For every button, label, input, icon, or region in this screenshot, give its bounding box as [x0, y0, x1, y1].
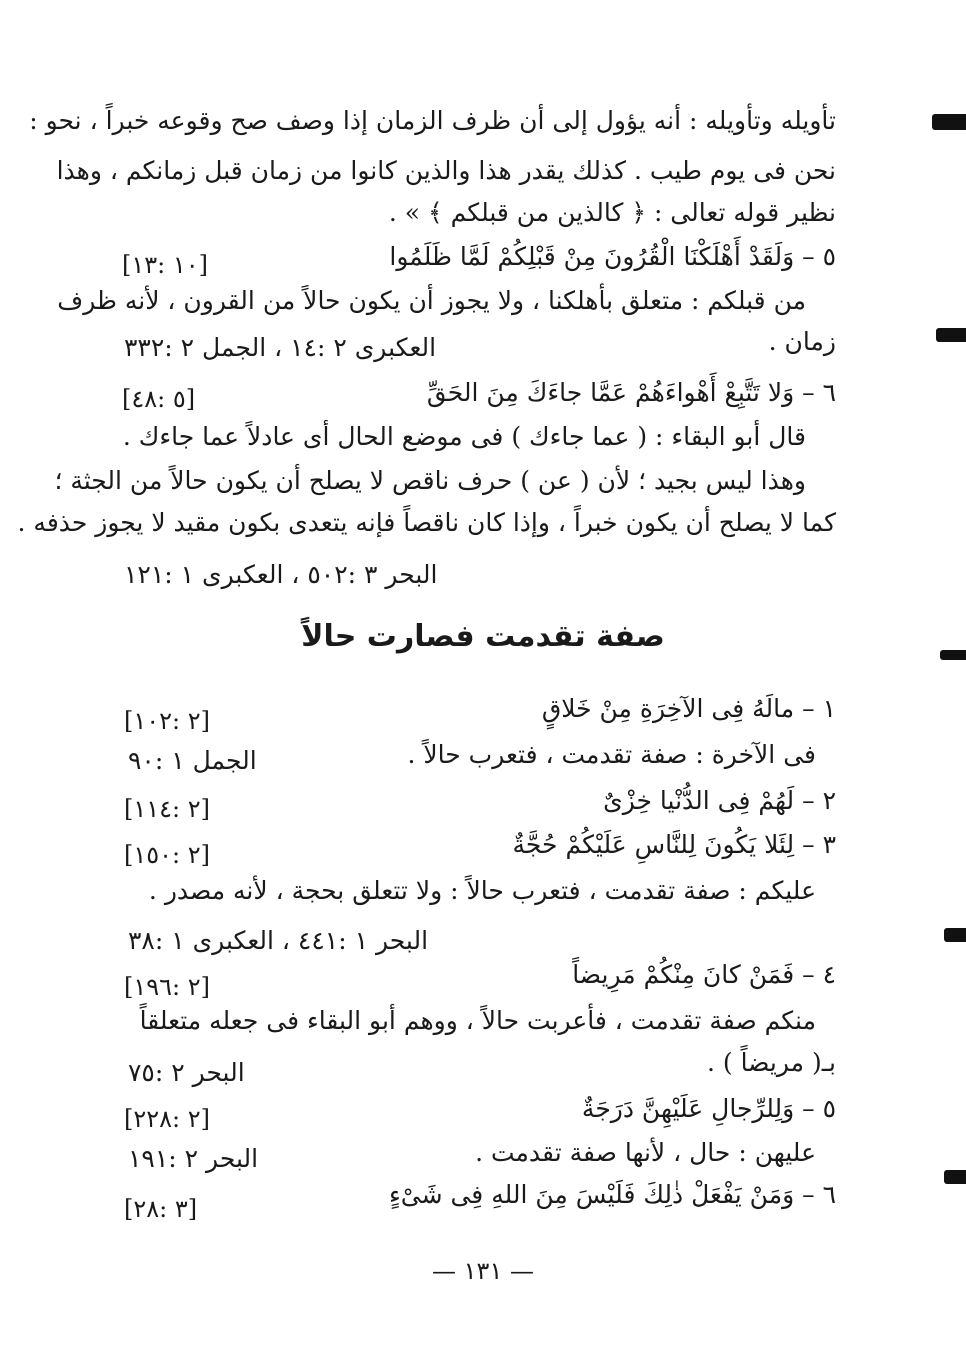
verse-reference: [٥ :٤٨]	[122, 385, 196, 413]
text-line-10: عليكم : صفة تقدمت ، فتعرب حالاً : ولا تتعلق بحجة ، لأنه مصدر .	[148, 876, 816, 905]
verse-line-6b: ٦ – وَمَنْ يَفْعَلْ ذٰلِكَ فَلَيْسَ مِنَ اللهِ فِى شَىْءٍ	[388, 1180, 836, 1209]
source-citation: الجمل ١ :٩٠	[128, 746, 257, 775]
verse-reference: [١٠ :١٣]	[122, 251, 209, 279]
text-line-1: تأويله وتأويله : أنه يؤول إلى أن ظرف الزمان إذا وصف صح وقوعه خبراً ، نحو :	[29, 106, 836, 135]
text-line-3: نظير قوله تعالى : ﴿ كالذين من قبلكم ﴾ » .	[388, 198, 836, 227]
verse-reference: [٢ :١١٤]	[124, 795, 211, 823]
text-line-8: كما لا يصلح أن يكون خبراً ، وإذا كان ناقصاً فإنه يتعدى بكون مقيد لا يجوز حذفه .	[17, 508, 836, 537]
text-line-11: منكم صفة تقدمت ، فأعربت حالاً ، ووهم أبو البقاء فى جعله متعلقاً	[139, 1006, 816, 1035]
text-line-6: قال أبو البقاء : ( عما جاءك ) فى موضع الحال أى عادلاً عما جاءك .	[122, 422, 806, 451]
verse-reference: [٣ :٢٨]	[124, 1195, 198, 1223]
verse-line-5b: ٥ – وَلِلرِّجالِ عَلَيْهِنَّ دَرَجَةٌ	[581, 1094, 836, 1123]
edge-mark	[932, 114, 966, 130]
verse-line-5: ٥ – وَلَقَدْ أَهْلَكْنَا الْقُرُونَ مِنْ قَبْلِكُمْ لَمَّا ظَلَمُوا	[389, 242, 836, 271]
edge-mark	[936, 328, 966, 342]
text-line-2: نحن فى يوم طيب . كذلك يقدر هذا والذين كانوا من زمان قبل زمانكم ، وهذا	[56, 156, 836, 185]
page-number: — ١٣١ —	[432, 1257, 534, 1285]
source-citation: البحر ١ :٤٤١ ، العكبرى ١ :٣٨	[128, 926, 429, 955]
text-line-5: زمان .	[768, 327, 836, 356]
verse-line-1: ١ – مالَهُ فِى الآخِرَةِ مِنْ خَلاقٍ	[541, 694, 836, 723]
edge-mark	[940, 650, 966, 660]
verse-line-2: ٢ – لَهُمْ فِى الدُّنْيا خِزْىٌ	[603, 786, 836, 815]
source-citation: البحر ٢ :١٩١	[128, 1144, 259, 1173]
text-line-12: بـ( مريضاً ) .	[706, 1048, 836, 1077]
verse-reference: [٢ :١٩٦]	[124, 973, 211, 1001]
verse-line-3: ٣ – لِئَلا يَكُونَ لِلنَّاسِ عَلَيْكُمْ حُجَّةٌ	[512, 830, 836, 859]
source-citation: البحر ٢ :٧٥	[128, 1058, 245, 1087]
text-line-9: فى الآخرة : صفة تقدمت ، فتعرب حالاً .	[407, 740, 816, 769]
text-line-4: من قبلكم : متعلق بأهلكنا ، ولا يجوز أن يكون حالاً من القرون ، لأنه ظرف	[57, 286, 806, 315]
edge-mark	[944, 928, 966, 942]
verse-line-6: ٦ – وَلا تَتَّبِعْ أَهْواءَهُمْ عَمَّا جاءَكَ مِنَ الحَقِّ	[426, 378, 836, 407]
text-line-13: عليهن : حال ، لأنها صفة تقدمت .	[475, 1138, 816, 1167]
edge-mark	[944, 1170, 966, 1184]
verse-line-4: ٤ – فَمَنْ كانَ مِنْكُمْ مَرِيضاً	[572, 960, 836, 989]
section-heading: صفة تقدمت فصارت حالاً	[301, 619, 665, 654]
text-line-7: وهذا ليس بجيد ؛ لأن ( عن ) حرف ناقص لا يصلح أن يكون حالاً من الجثة ؛	[54, 466, 806, 495]
source-citation: البحر ٣ :٥٠٢ ، العكبرى ١ :١٢١	[124, 560, 438, 589]
verse-reference: [٢ :٢٢٨]	[124, 1105, 211, 1133]
verse-reference: [٢ :١٥٠]	[124, 841, 211, 869]
source-citation: العكبرى ٢ :١٤ ، الجمل ٢ :٣٣٢	[124, 333, 437, 362]
verse-reference: [٢ :١٠٢]	[124, 707, 211, 735]
